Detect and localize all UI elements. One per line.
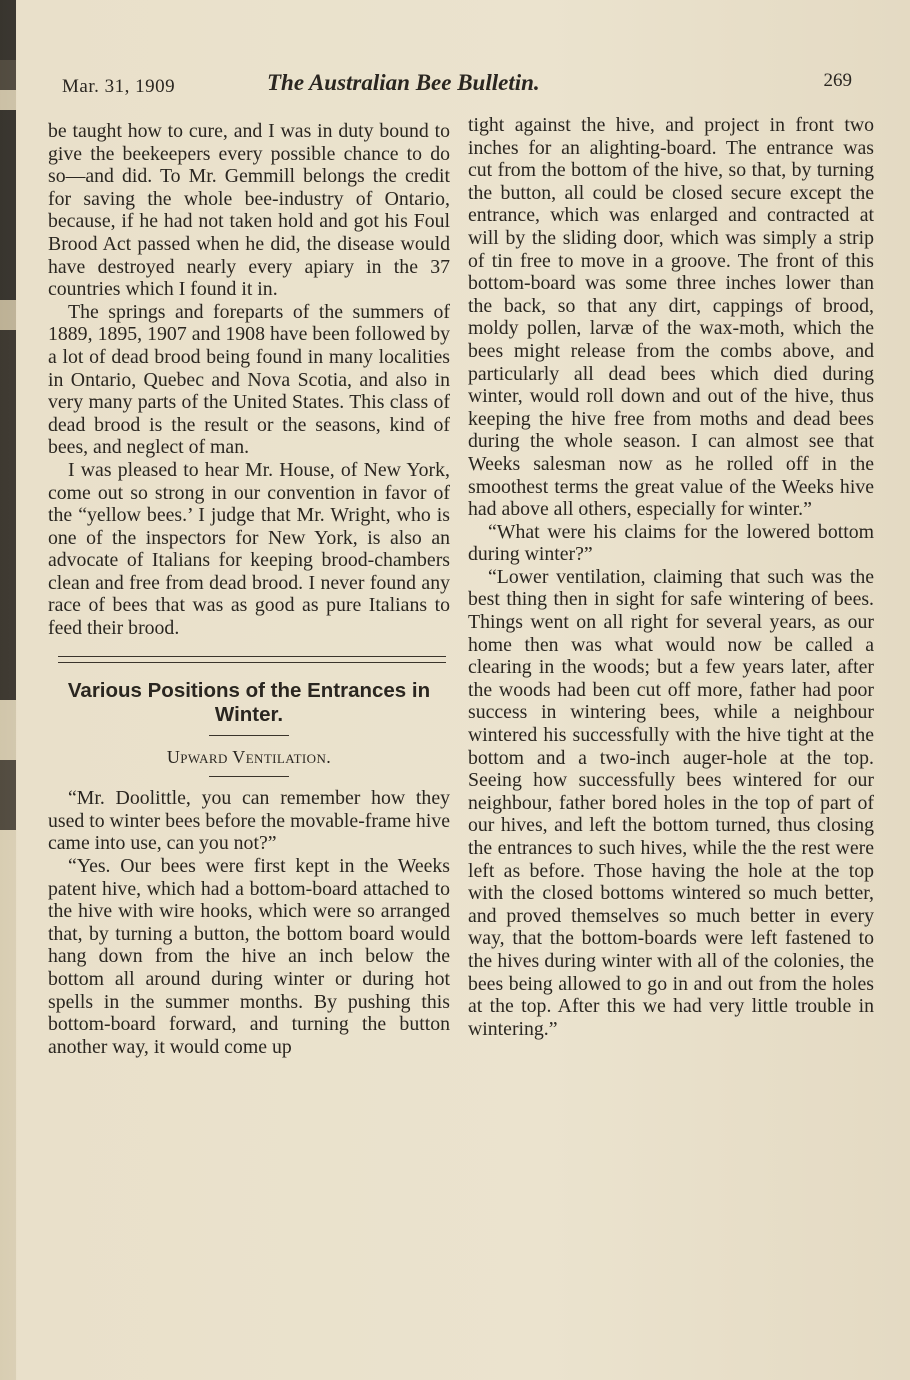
- left-column: [48, 120, 450, 1058]
- paragraph: tight against the hive, and project in front two inches for an alighting-board. The entrance was cut from the bottom of the hive, so that, by turning the button, all could be closed secure except the entrance, which was enlarged and contracted at will by the sliding door, which was simply a strip of tin free to move in a groove. The front of this bottom-board was some three inches lower than the back, so that any dirt, cappings of brood, moldy pollen, larvæ of the wax-moth, which the bees might release from the combs above, and particularly all dead bees which died during winter, would roll down and out of the hive, thus keeping the hive free from moths and dead bees during the whole season. I can almost see that Weeks salesman now as he rolled off in the smoothest terms the great value of the Weeks hive had above all others, especially for winter.”: [468, 114, 874, 521]
- right-column: [468, 114, 874, 1040]
- paragraph: “What were his claims for the lowered bottom during winter?”: [468, 520, 874, 566]
- paragraph: “Lower ventilation, claiming that such was the best thing then in sight for safe wintering of bees. Things went on all right for several years, as our home then was what would now be called a clearing in the woods; but a few years later, after the woods had been cut off more, father had poor success in wintering bees, while a neighbour wintered his successfully with the hive tight at the bottom and a two-inch auger-hole at the top. Seeing how successfully bees wintered for our neighbour, father bored holes in the top of part of our hives, and left the bottom turned, thus closing the entrances to such hives, while the the rest were left as before. Those having the hole at the top with the closed bottoms wintered so much better, and proved themselves so much better in every way, that the bottom-boards were left fastened to the hives during winter with all of the colonies, the bees being allowed to go in and out from the holes at the top. After this we had very little trouble in wintering.”: [468, 565, 874, 1040]
- subheading-rule: [209, 776, 289, 777]
- paragraph: I was pleased to hear Mr. House, of New York, come out so strong in our convention in favor of the “yellow bees.’ I judge that Mr. Wright, who is one of the inspectors for New York, is also an advocate of Italians for keeping brood-chambers clean and free from dead brood. I never found any race of bees that was as good as pure Italians to feed their brood.: [48, 458, 450, 640]
- paragraph: “Mr. Doolittle, you can remember how they used to winter bees before the movable-frame hive came into use, can you not?”: [48, 787, 450, 855]
- page-header: [62, 66, 852, 106]
- issue-date: Mar. 31, 1909: [62, 76, 176, 97]
- article-subheading: Upward Ventilation.: [166, 746, 332, 767]
- article-heading: Various Positions of the Entrances in Winter.: [67, 678, 431, 726]
- publication-title: The Australian Bee Bulletin.: [267, 70, 540, 95]
- section-divider: [58, 656, 446, 663]
- page-number: 269: [823, 70, 852, 91]
- paragraph: “Yes. Our bees were first kept in the Weeks patent hive, which had a bottom-board attached to the hive with wire hooks, which were so arranged that, by turning a button, the bottom board would hang down from the hive an inch below the bottom all around during winter or during hot spells in the summer months. By pushing this bottom-board forward, and turning the button another way, it would come up: [48, 855, 450, 1058]
- paragraph: be taught how to cure, and I was in duty bound to give the beekeepers every possible chance to do so—and did. To Mr. Gemmill belongs the credit for saving the whole bee-industry of Ontario, because, if he had not taken hold and got his Foul Brood Act passed when he did, the disease would have destroyed nearly every apiary in the 37 countries which I found it in.: [48, 120, 450, 301]
- paragraph: The springs and foreparts of the summers of 1889, 1895, 1907 and 1908 have been followed by a lot of dead brood being found in many localities in Ontario, Quebec and Nova Scotia, and also in very many parts of the United States. This class of dead brood is the result or the seasons, kind of bees, and neglect of man.: [48, 300, 450, 459]
- heading-rule: [209, 735, 289, 736]
- torn-page-edge: [0, 0, 16, 1380]
